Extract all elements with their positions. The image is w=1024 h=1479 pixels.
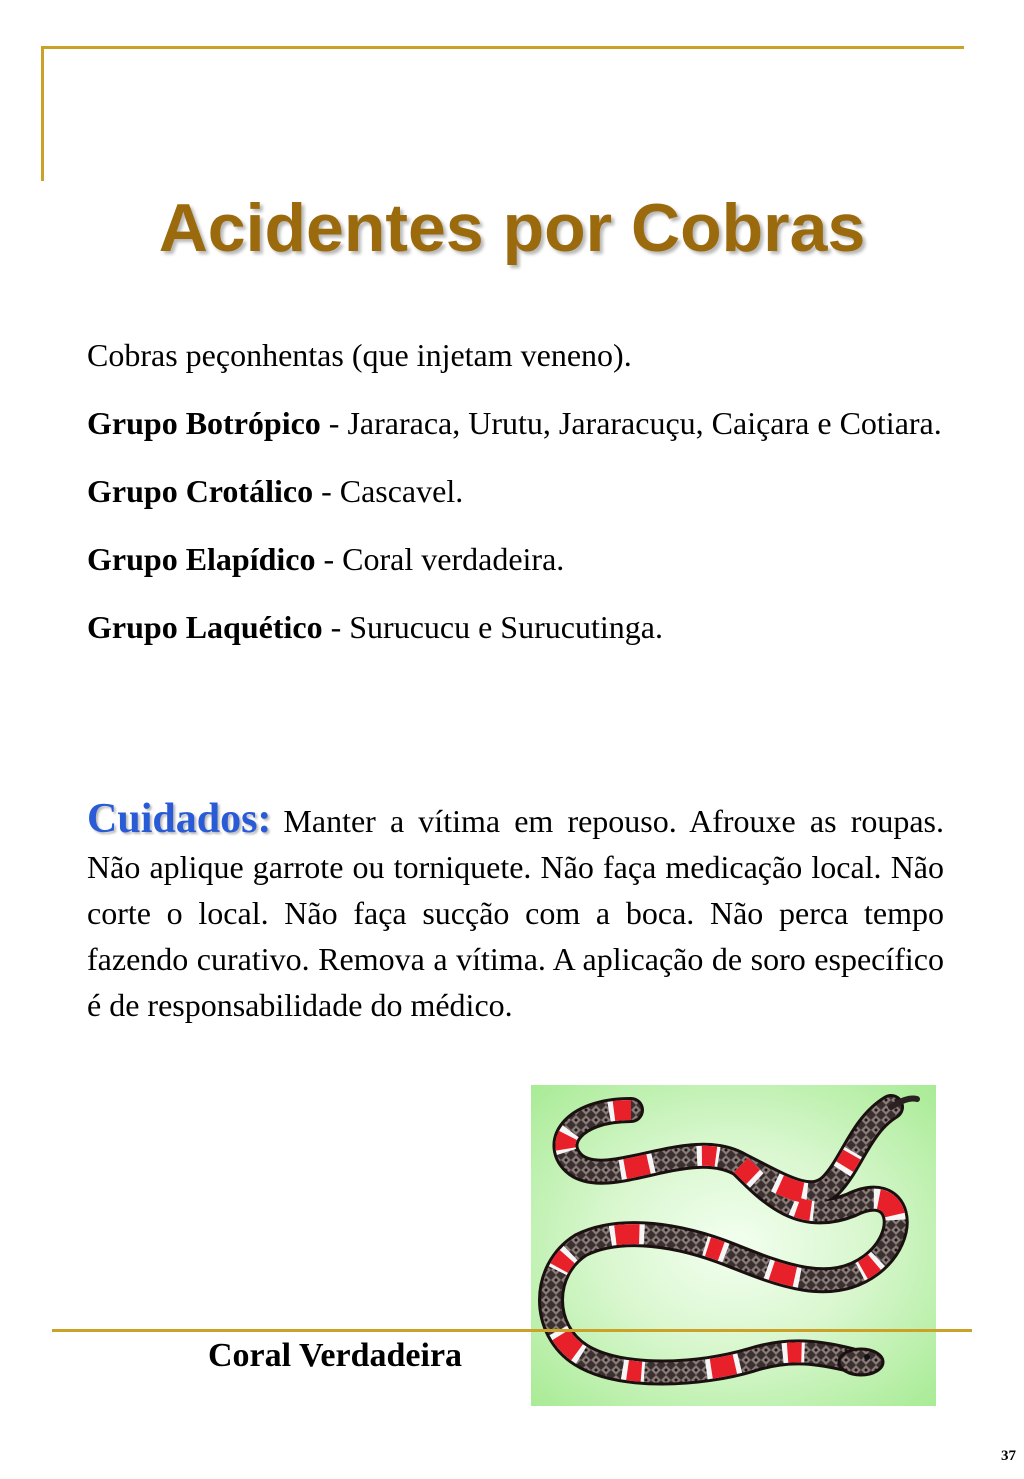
group-elapidico bbox=[87, 536, 944, 582]
frame-bottom-line bbox=[52, 1329, 972, 1332]
group-desc: - Coral verdadeira. bbox=[315, 541, 565, 577]
care-label: Cuidados: bbox=[87, 796, 272, 842]
group-name: Grupo Crotálico bbox=[87, 473, 314, 509]
coral-snake-illustration-icon bbox=[531, 1085, 936, 1406]
image-caption: Coral Verdadeira bbox=[208, 1337, 463, 1374]
slide-body bbox=[87, 332, 944, 672]
frame-left-line bbox=[41, 46, 44, 181]
page-number: 37 bbox=[1001, 1448, 1016, 1464]
group-botropico bbox=[87, 400, 944, 446]
coral-snake-image bbox=[531, 1085, 936, 1406]
care-paragraph bbox=[87, 796, 944, 1028]
group-desc: - Jararaca, Urutu, Jararacuçu, Caiçara e Cotiara. bbox=[320, 405, 942, 441]
group-laquetico bbox=[87, 604, 944, 650]
care-text: Manter a vítima em repouso. Afrouxe as roupas. Não aplique garrote ou torniquete. Não faça medicação local. Não corte o local. Não faça sucção com a boca. Não perca tempo fazendo curativo. Remova a vítima. A aplicação de soro específico é de responsabilidade do médico. bbox=[87, 803, 944, 1023]
group-desc: - Surucucu e Surucutinga. bbox=[322, 609, 663, 645]
group-name: Grupo Laquético bbox=[87, 609, 323, 645]
group-name: Grupo Elapídico bbox=[87, 541, 316, 577]
slide-title: Acidentes por Cobras bbox=[158, 190, 866, 266]
frame-top-line bbox=[41, 46, 964, 49]
group-name: Grupo Botrópico bbox=[87, 405, 321, 441]
group-desc: - Cascavel. bbox=[313, 473, 464, 509]
group-crotalico bbox=[87, 468, 944, 514]
intro-text: Cobras peçonhentas (que injetam veneno). bbox=[87, 337, 632, 373]
